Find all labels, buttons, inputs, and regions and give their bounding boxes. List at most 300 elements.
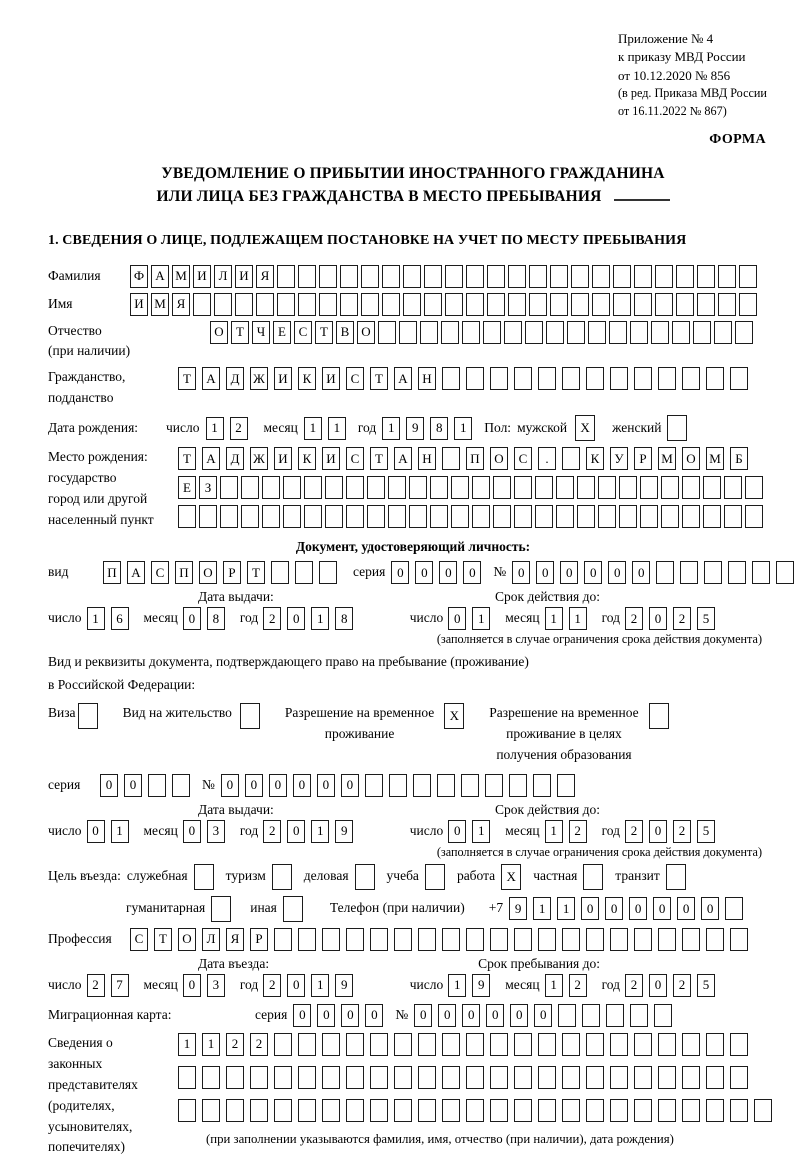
char-cell: 0 bbox=[438, 1004, 456, 1027]
empty-cell bbox=[514, 476, 532, 499]
empty-cell bbox=[619, 476, 637, 499]
char-cell: 1 bbox=[304, 417, 322, 440]
patronymic-label-line1: Отчество bbox=[48, 322, 102, 338]
birthplace-label bbox=[48, 447, 178, 531]
char-cell: 0 bbox=[293, 1004, 311, 1027]
empty-cell bbox=[274, 1033, 292, 1056]
temp-permit-checkbox bbox=[444, 703, 467, 729]
empty-cell bbox=[472, 476, 490, 499]
doc-issue-year-cells bbox=[263, 607, 359, 630]
empty-cell bbox=[220, 505, 238, 528]
empty-cell bbox=[250, 1066, 268, 1089]
empty-cell bbox=[682, 476, 700, 499]
mc-number-label: № bbox=[395, 1006, 409, 1022]
char-cell: Т bbox=[178, 447, 196, 470]
empty-cell bbox=[490, 928, 508, 951]
empty-cell bbox=[274, 1099, 292, 1122]
empty-cell bbox=[277, 293, 295, 316]
char-cell: К bbox=[298, 367, 316, 390]
empty-cell bbox=[325, 505, 343, 528]
char-cell: 9 bbox=[472, 974, 490, 997]
empty-cell bbox=[583, 864, 603, 890]
residence-doc-line1: Вид и реквизиты документа, подтверждающего право на пребывание (проживание) bbox=[48, 654, 529, 670]
empty-cell bbox=[340, 293, 358, 316]
appendix-block bbox=[618, 30, 800, 120]
doc-series-cells bbox=[391, 561, 487, 584]
empty-cell bbox=[730, 1033, 748, 1056]
char-cell: 0 bbox=[448, 820, 466, 843]
char-cell: 0 bbox=[245, 774, 263, 797]
birthdate-label: Дата рождения: bbox=[48, 419, 139, 435]
empty-cell bbox=[370, 1033, 388, 1056]
empty-cell bbox=[319, 265, 337, 288]
empty-cell bbox=[735, 321, 753, 344]
empty-cell bbox=[394, 1066, 412, 1089]
birthplace-cell-rows bbox=[178, 447, 766, 534]
empty-cell bbox=[240, 703, 260, 729]
empty-cell bbox=[718, 293, 736, 316]
entry-date-label: Дата въезда: bbox=[198, 955, 270, 971]
empty-cell bbox=[274, 928, 292, 951]
empty-cell bbox=[649, 703, 669, 729]
char-cell: 2 bbox=[673, 974, 691, 997]
empty-cell bbox=[466, 293, 484, 316]
profession-label: Профессия bbox=[48, 930, 112, 946]
empty-cell bbox=[298, 1099, 316, 1122]
empty-cell bbox=[370, 928, 388, 951]
guardians-cells-row2 bbox=[178, 1066, 778, 1089]
char-cell: 8 bbox=[335, 607, 353, 630]
char-cell: С bbox=[346, 447, 364, 470]
char-cell: О bbox=[490, 447, 508, 470]
section1-heading: 1. СВЕДЕНИЯ О ЛИЦЕ, ПОДЛЕЖАЩЕМ ПОСТАНОВКЕ НА УЧЕТ ПО МЕСТУ ПРЕБЫВАНИЯ bbox=[48, 232, 687, 248]
empty-cell bbox=[298, 1066, 316, 1089]
char-cell: 5 bbox=[697, 607, 715, 630]
char-cell: Я bbox=[172, 293, 190, 316]
empty-cell bbox=[78, 703, 98, 729]
empty-cell bbox=[514, 367, 532, 390]
char-cell: 2 bbox=[263, 820, 281, 843]
empty-cell bbox=[304, 505, 322, 528]
char-cell: 0 bbox=[462, 1004, 480, 1027]
char-cell: 0 bbox=[269, 774, 287, 797]
empty-cell bbox=[325, 476, 343, 499]
stay-date-group bbox=[410, 974, 730, 997]
empty-cell bbox=[462, 321, 480, 344]
empty-cell bbox=[283, 505, 301, 528]
char-cell: 1 bbox=[311, 607, 329, 630]
empty-cell bbox=[706, 928, 724, 951]
char-cell: 0 bbox=[87, 820, 105, 843]
char-cell: Т bbox=[231, 321, 249, 344]
empty-cell bbox=[346, 1033, 364, 1056]
char-cell: 0 bbox=[534, 1004, 552, 1027]
char-cell: 2 bbox=[226, 1033, 244, 1056]
empty-cell bbox=[298, 928, 316, 951]
doc-valid-year-cells bbox=[625, 607, 721, 630]
char-cell: О bbox=[178, 928, 196, 951]
empty-cell bbox=[424, 265, 442, 288]
appendix-line-3: от 10.12.2020 № 856 bbox=[618, 67, 731, 83]
empty-cell bbox=[776, 561, 794, 584]
empty-cell bbox=[529, 293, 547, 316]
res-valid-date-group bbox=[410, 820, 730, 843]
empty-cell bbox=[682, 367, 700, 390]
stay-year-cells bbox=[625, 974, 721, 997]
month-label: месяц bbox=[505, 822, 540, 838]
char-cell: 1 bbox=[178, 1033, 196, 1056]
empty-cell bbox=[483, 321, 501, 344]
empty-cell bbox=[445, 293, 463, 316]
char-cell: 0 bbox=[581, 897, 599, 920]
sex-male-checkbox bbox=[575, 415, 598, 441]
char-cell: 2 bbox=[625, 974, 643, 997]
empty-cell bbox=[533, 774, 551, 797]
empty-cell bbox=[262, 476, 280, 499]
empty-cell bbox=[361, 293, 379, 316]
char-cell: Д bbox=[226, 447, 244, 470]
empty-cell bbox=[298, 293, 316, 316]
guardians-label-line3: представителях bbox=[48, 1076, 138, 1092]
empty-cell bbox=[382, 293, 400, 316]
empty-cell bbox=[461, 774, 479, 797]
empty-cell bbox=[658, 1099, 676, 1122]
empty-cell bbox=[403, 265, 421, 288]
empty-cell bbox=[241, 476, 259, 499]
empty-cell bbox=[322, 1099, 340, 1122]
field-birthplace bbox=[48, 447, 778, 534]
residence-permit-options bbox=[48, 703, 778, 766]
appendix-line-1: Приложение № 4 bbox=[618, 31, 714, 46]
char-cell: И bbox=[274, 367, 292, 390]
char-cell: К bbox=[298, 447, 316, 470]
char-cell: С bbox=[151, 561, 169, 584]
char-cell: Ч bbox=[252, 321, 270, 344]
doc-issue-month-cells bbox=[183, 607, 231, 630]
empty-cell bbox=[466, 1099, 484, 1122]
guardians-cell-rows bbox=[178, 1033, 778, 1147]
empty-cell bbox=[562, 1099, 580, 1122]
field-guardians bbox=[48, 1033, 778, 1159]
char-cell: О bbox=[210, 321, 228, 344]
char-cell: О bbox=[199, 561, 217, 584]
empty-cell bbox=[682, 505, 700, 528]
char-cell: 2 bbox=[250, 1033, 268, 1056]
char-cell: 1 bbox=[545, 607, 563, 630]
empty-cell bbox=[367, 476, 385, 499]
empty-cell bbox=[610, 1033, 628, 1056]
empty-cell bbox=[319, 561, 337, 584]
empty-cell bbox=[514, 1033, 532, 1056]
empty-cell bbox=[667, 415, 687, 441]
empty-cell bbox=[658, 928, 676, 951]
entry-dates-headers bbox=[48, 956, 778, 972]
char-cell: 1 bbox=[448, 974, 466, 997]
char-cell: Т bbox=[247, 561, 265, 584]
empty-cell bbox=[367, 505, 385, 528]
char-cell: 9 bbox=[335, 820, 353, 843]
char-cell: Т bbox=[154, 928, 172, 951]
char-cell: 0 bbox=[536, 561, 554, 584]
empty-cell bbox=[346, 928, 364, 951]
empty-cell bbox=[634, 1066, 652, 1089]
empty-cell bbox=[550, 265, 568, 288]
guardians-label-line5: усыновителях, bbox=[48, 1118, 133, 1134]
empty-cell bbox=[680, 561, 698, 584]
month-label: месяц bbox=[143, 822, 178, 838]
char-cell: 0 bbox=[608, 561, 626, 584]
day-label: число bbox=[409, 610, 444, 626]
empty-cell bbox=[262, 505, 280, 528]
char-cell: О bbox=[357, 321, 375, 344]
empty-cell bbox=[697, 265, 715, 288]
res-valid-day-cells bbox=[448, 820, 496, 843]
empty-cell bbox=[538, 1066, 556, 1089]
char-cell: 5 bbox=[697, 820, 715, 843]
empty-cell bbox=[214, 293, 232, 316]
year-label: год bbox=[601, 610, 620, 626]
guardians-label-line4: (родителях, bbox=[48, 1097, 115, 1113]
empty-cell bbox=[704, 561, 722, 584]
month-label: месяц bbox=[505, 976, 540, 992]
empty-cell bbox=[514, 928, 532, 951]
empty-cell bbox=[745, 476, 763, 499]
empty-cell bbox=[571, 293, 589, 316]
char-cell: 0 bbox=[649, 820, 667, 843]
char-cell: Д bbox=[226, 367, 244, 390]
empty-cell bbox=[490, 1033, 508, 1056]
empty-cell bbox=[634, 928, 652, 951]
empty-cell bbox=[676, 293, 694, 316]
empty-cell bbox=[202, 1099, 220, 1122]
name-label: Имя bbox=[48, 295, 73, 311]
empty-cell bbox=[682, 1066, 700, 1089]
empty-cell bbox=[730, 1066, 748, 1089]
empty-cell bbox=[586, 1099, 604, 1122]
entry-dates-block bbox=[48, 956, 778, 997]
empty-cell bbox=[298, 265, 316, 288]
char-cell: 1 bbox=[557, 897, 575, 920]
iddoc-heading: Документ, удостоверяющий личность: bbox=[295, 539, 531, 555]
res-valid-month-cells bbox=[545, 820, 593, 843]
day-label: число bbox=[48, 822, 82, 838]
char-cell: 1 bbox=[545, 974, 563, 997]
purpose-official-checkbox bbox=[194, 864, 217, 890]
empty-cell bbox=[220, 476, 238, 499]
res-valid-note: (заполняется в случае ограничения срока действия документа) bbox=[436, 844, 762, 859]
purpose-tourism-checkbox bbox=[272, 864, 295, 890]
empty-cell bbox=[466, 1066, 484, 1089]
sex-male-label: мужской bbox=[517, 419, 568, 435]
empty-cell bbox=[514, 1066, 532, 1089]
empty-cell bbox=[558, 1004, 576, 1027]
char-cell: 2 bbox=[87, 974, 105, 997]
empty-cell bbox=[655, 265, 673, 288]
empty-cell bbox=[322, 1033, 340, 1056]
purpose-work-label: работа bbox=[456, 868, 496, 884]
doc-number-cells bbox=[512, 561, 800, 584]
purpose-other-checkbox bbox=[283, 896, 306, 922]
citizenship-label-line1: Гражданство, bbox=[48, 369, 126, 385]
res-valid-year-cells bbox=[625, 820, 721, 843]
empty-cell bbox=[409, 476, 427, 499]
empty-cell bbox=[610, 367, 628, 390]
purpose-private-label: частная bbox=[533, 868, 578, 884]
char-cell: 0 bbox=[391, 561, 409, 584]
char-cell: 0 bbox=[317, 1004, 335, 1027]
char-cell: А bbox=[394, 367, 412, 390]
empty-cell bbox=[277, 265, 295, 288]
char-cell: С bbox=[514, 447, 532, 470]
empty-cell bbox=[577, 505, 595, 528]
empty-cell bbox=[466, 1033, 484, 1056]
empty-cell bbox=[409, 505, 427, 528]
empty-cell bbox=[514, 505, 532, 528]
char-cell: 0 bbox=[287, 974, 305, 997]
empty-cell bbox=[283, 476, 301, 499]
empty-cell bbox=[655, 293, 673, 316]
birthplace-label-line3: город или другой bbox=[48, 491, 148, 507]
char-cell: Т bbox=[370, 447, 388, 470]
char-cell: 0 bbox=[512, 561, 530, 584]
month-label: месяц bbox=[143, 976, 178, 992]
empty-cell bbox=[571, 265, 589, 288]
char-cell: 2 bbox=[263, 607, 281, 630]
purpose-transit-checkbox bbox=[666, 864, 689, 890]
patronymic-label bbox=[48, 321, 210, 363]
empty-cell bbox=[724, 505, 742, 528]
char-cell: П bbox=[103, 561, 121, 584]
res-issue-month-cells bbox=[183, 820, 231, 843]
char-cell: И bbox=[130, 293, 148, 316]
doc-series-label: серия bbox=[353, 564, 386, 580]
purpose-transit-label: транзит bbox=[615, 868, 660, 884]
char-cell: 0 bbox=[183, 820, 201, 843]
empty-cell bbox=[420, 321, 438, 344]
char-cell: 0 bbox=[183, 974, 201, 997]
empty-cell bbox=[388, 505, 406, 528]
empty-cell bbox=[682, 1099, 700, 1122]
res-issue-day-cells bbox=[87, 820, 135, 843]
char-cell: 1 bbox=[545, 820, 563, 843]
citizenship-cells bbox=[178, 367, 754, 390]
char-cell: 0 bbox=[677, 897, 695, 920]
entry-year-cells bbox=[263, 974, 359, 997]
guardians-cells-row3 bbox=[178, 1099, 778, 1122]
birth-month-cells bbox=[304, 417, 352, 440]
guardians-note: (при заполнении указываются фамилия, имя, отчество (при наличии), дата рождения) bbox=[206, 1131, 674, 1146]
doc-issue-date-group bbox=[48, 607, 368, 630]
char-cell: X bbox=[501, 864, 521, 890]
char-cell: 0 bbox=[100, 774, 118, 797]
empty-cell bbox=[418, 1099, 436, 1122]
char-cell: 0 bbox=[365, 1004, 383, 1027]
entry-month-cells bbox=[183, 974, 231, 997]
char-cell: 0 bbox=[486, 1004, 504, 1027]
res-number-cells bbox=[221, 774, 581, 797]
empty-cell bbox=[538, 928, 556, 951]
char-cell: 1 bbox=[111, 820, 129, 843]
empty-cell bbox=[490, 1099, 508, 1122]
char-cell: 0 bbox=[584, 561, 602, 584]
empty-cell bbox=[535, 505, 553, 528]
empty-cell bbox=[592, 265, 610, 288]
empty-cell bbox=[582, 1004, 600, 1027]
char-cell: А bbox=[202, 447, 220, 470]
empty-cell bbox=[730, 928, 748, 951]
doc-dates-block bbox=[48, 589, 778, 647]
empty-cell bbox=[606, 1004, 624, 1027]
empty-cell bbox=[634, 1099, 652, 1122]
empty-cell bbox=[250, 1099, 268, 1122]
temp-permit-label bbox=[285, 703, 434, 745]
empty-cell bbox=[739, 265, 757, 288]
empty-cell bbox=[493, 476, 511, 499]
empty-cell bbox=[370, 1066, 388, 1089]
empty-cell bbox=[365, 774, 383, 797]
char-cell: 1 bbox=[472, 607, 490, 630]
char-cell: 0 bbox=[341, 1004, 359, 1027]
phone-cells bbox=[509, 897, 749, 920]
char-cell: В bbox=[336, 321, 354, 344]
empty-cell bbox=[658, 1033, 676, 1056]
res-series-cells bbox=[100, 774, 196, 797]
empty-cell bbox=[508, 265, 526, 288]
char-cell: 0 bbox=[183, 607, 201, 630]
temp-permit-label-line1: Разрешение на временное bbox=[284, 705, 435, 721]
empty-cell bbox=[487, 293, 505, 316]
empty-cell bbox=[619, 505, 637, 528]
empty-cell bbox=[466, 367, 484, 390]
empty-cell bbox=[634, 265, 652, 288]
empty-cell bbox=[430, 476, 448, 499]
empty-cell bbox=[199, 505, 217, 528]
empty-cell bbox=[586, 367, 604, 390]
doc-valid-month-cells bbox=[545, 607, 593, 630]
empty-cell bbox=[586, 1033, 604, 1056]
empty-cell bbox=[706, 367, 724, 390]
empty-cell bbox=[272, 864, 292, 890]
char-cell: Ж bbox=[250, 367, 268, 390]
empty-cell bbox=[586, 1066, 604, 1089]
char-cell: X bbox=[444, 703, 464, 729]
day-label: число bbox=[166, 419, 200, 435]
empty-cell bbox=[535, 476, 553, 499]
entry-day-cells bbox=[87, 974, 135, 997]
char-cell: 0 bbox=[629, 897, 647, 920]
char-cell: Т bbox=[370, 367, 388, 390]
char-cell: П bbox=[175, 561, 193, 584]
char-cell: 0 bbox=[649, 607, 667, 630]
empty-cell bbox=[706, 1066, 724, 1089]
char-cell: 1 bbox=[328, 417, 346, 440]
birthplace-cells-row1 bbox=[178, 447, 766, 470]
char-cell: Р bbox=[250, 928, 268, 951]
sex-female-checkbox bbox=[667, 415, 690, 441]
empty-cell bbox=[442, 1033, 460, 1056]
year-label: год bbox=[239, 610, 259, 626]
edu-permit-label-line1: Разрешение на временное bbox=[489, 705, 639, 721]
empty-cell bbox=[567, 321, 585, 344]
empty-cell bbox=[241, 505, 259, 528]
empty-cell bbox=[658, 367, 676, 390]
empty-cell bbox=[399, 321, 417, 344]
char-cell: 2 bbox=[230, 417, 248, 440]
purpose-work-checkbox bbox=[501, 864, 524, 890]
char-cell: 9 bbox=[406, 417, 424, 440]
empty-cell bbox=[598, 476, 616, 499]
char-cell: М bbox=[658, 447, 676, 470]
